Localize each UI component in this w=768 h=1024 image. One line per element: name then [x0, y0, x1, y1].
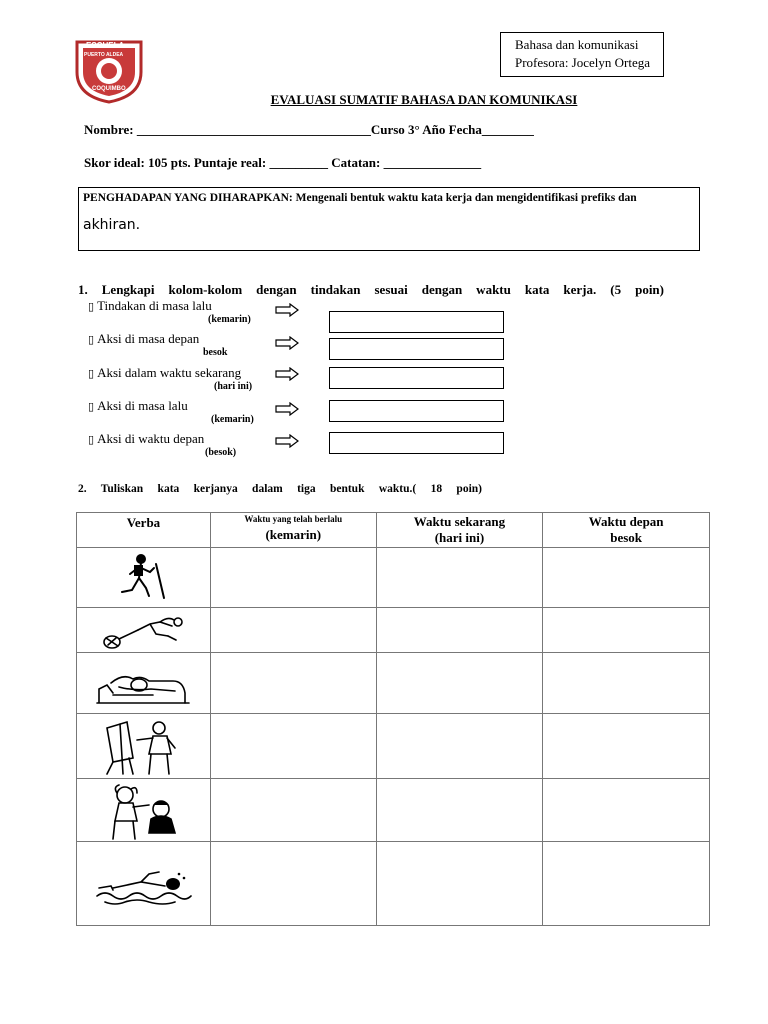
table-row — [77, 548, 710, 608]
answer-cell-present[interactable] — [376, 714, 543, 779]
answer-cell-past[interactable] — [210, 653, 376, 714]
verb-image-cell — [77, 842, 211, 926]
checkbox-icon: ▯ — [88, 367, 95, 380]
table-row — [77, 714, 710, 779]
page-title — [0, 92, 768, 108]
score-line: Skor ideal: 105 pts. Puntaje real: _________ Catatan: _______________ — [84, 155, 482, 170]
table-row — [77, 842, 710, 926]
q1-answer-box[interactable] — [329, 311, 504, 333]
logo-middle-text: PUERTO ALDEA — [84, 52, 124, 58]
q1-item — [88, 298, 251, 325]
answer-cell-future[interactable] — [543, 608, 710, 653]
logo-bottom-text: COQUIMBO — [92, 86, 126, 92]
verb-image-cell — [77, 714, 211, 779]
column-header-sub: (hari ini) — [434, 530, 485, 545]
answer-cell-future[interactable] — [543, 548, 710, 608]
logo-top-text: ESCUELA — [86, 41, 125, 50]
answer-cell-present[interactable] — [376, 842, 543, 926]
painter-at-easel-icon — [93, 718, 193, 776]
arrow-right-icon — [275, 402, 299, 416]
column-header-verb — [77, 513, 211, 548]
goal-continuation: akhiran. — [83, 217, 141, 233]
column-header-present — [376, 513, 543, 548]
name-course-line: Nombre: ____________________________________Curso 3° Año Fecha________ — [84, 122, 534, 137]
answer-cell-past[interactable] — [210, 548, 376, 608]
q1-answer-box[interactable] — [329, 400, 504, 422]
q1-item-label: Tindakan di masa lalu — [97, 298, 212, 313]
column-header-sub: (kemarin) — [265, 527, 322, 542]
table-row — [77, 653, 710, 714]
q1-item-hint: (hari ini) — [214, 381, 253, 392]
walking-man-icon — [108, 552, 178, 602]
q1-item-hint: (kemarin) — [211, 414, 254, 425]
answer-cell-past[interactable] — [210, 714, 376, 779]
q1-item-label: Aksi dalam waktu sekarang — [97, 365, 242, 380]
arrow-right-icon — [275, 434, 299, 448]
q1-item — [88, 331, 227, 358]
answer-cell-future[interactable] — [543, 714, 710, 779]
goal-label: PENGHADAPAN YANG DIHARAPKAN: — [83, 192, 293, 204]
column-header-title: Verba — [126, 515, 161, 530]
verb-image-cell — [77, 608, 211, 653]
q1-item — [88, 398, 254, 425]
answer-cell-past[interactable] — [210, 779, 376, 842]
question-1: 1. Lengkapi kolom-kolom dengan tindakan sesuai dengan waktu kata kerja. (5 poin) — [78, 282, 664, 297]
q1-item — [88, 431, 236, 458]
arrow-right-icon — [275, 336, 299, 350]
column-header-sub: besok — [610, 530, 643, 545]
subject-teacher-box — [500, 32, 664, 77]
q1-item-hint: besok — [203, 347, 228, 358]
column-header-title: Waktu sekarang — [413, 514, 506, 529]
column-header-title: Waktu yang telah berlalu — [244, 514, 343, 524]
q1-answer-box[interactable] — [329, 367, 504, 389]
swimmer-icon — [93, 868, 193, 908]
q1-item-hint: (besok) — [205, 447, 237, 458]
answer-cell-present[interactable] — [376, 548, 543, 608]
teacher-text: Profesora: Jocelyn Ortega — [515, 55, 651, 70]
q1-item-label: Aksi di masa lalu — [97, 398, 188, 413]
arrow-right-icon — [275, 367, 299, 381]
column-header-title: Waktu depan — [588, 514, 664, 529]
question-2: 2. Tuliskan kata kerjanya dalam tiga bentuk waktu.( 18 poin) — [78, 483, 482, 495]
subject-text: Bahasa dan komunikasi — [515, 37, 639, 52]
answer-cell-present[interactable] — [376, 779, 543, 842]
answer-cell-present[interactable] — [376, 653, 543, 714]
column-header-past — [210, 513, 376, 548]
q1-answer-box[interactable] — [329, 432, 504, 454]
q1-item-label: Aksi di masa depan — [97, 331, 200, 346]
haircut-icon — [93, 783, 193, 841]
q1-item — [88, 365, 252, 392]
answer-cell-past[interactable] — [210, 608, 376, 653]
q1-item-hint: (kemarin) — [208, 314, 251, 325]
sleeping-person-icon — [93, 663, 193, 709]
answer-cell-future[interactable] — [543, 842, 710, 926]
answer-cell-past[interactable] — [210, 842, 376, 926]
goal-text: Mengenali bentuk waktu kata kerja dan mengidentifikasi prefiks dan — [292, 192, 637, 204]
table-header-row — [77, 513, 710, 548]
checkbox-icon: ▯ — [88, 433, 95, 446]
tennis-player-icon — [98, 612, 188, 652]
verb-image-cell — [77, 548, 211, 608]
table-row — [77, 608, 710, 653]
verb-image-cell — [77, 779, 211, 842]
arrow-right-icon — [275, 303, 299, 317]
answer-cell-present[interactable] — [376, 608, 543, 653]
verb-table — [76, 512, 710, 926]
answer-cell-future[interactable] — [543, 653, 710, 714]
checkbox-icon: ▯ — [88, 333, 95, 346]
q1-answer-box[interactable] — [329, 338, 504, 360]
goal-line — [83, 192, 637, 204]
checkbox-icon: ▯ — [88, 400, 95, 413]
answer-cell-future[interactable] — [543, 779, 710, 842]
q1-item-label: Aksi di waktu depan — [97, 431, 205, 446]
expected-outcome-box — [78, 187, 700, 251]
page-title-text: EVALUASI SUMATIF BAHASA DAN KOMUNIKASI — [270, 92, 578, 107]
column-header-future — [543, 513, 710, 548]
verb-image-cell — [77, 653, 211, 714]
checkbox-icon: ▯ — [88, 300, 95, 313]
table-row — [77, 779, 710, 842]
